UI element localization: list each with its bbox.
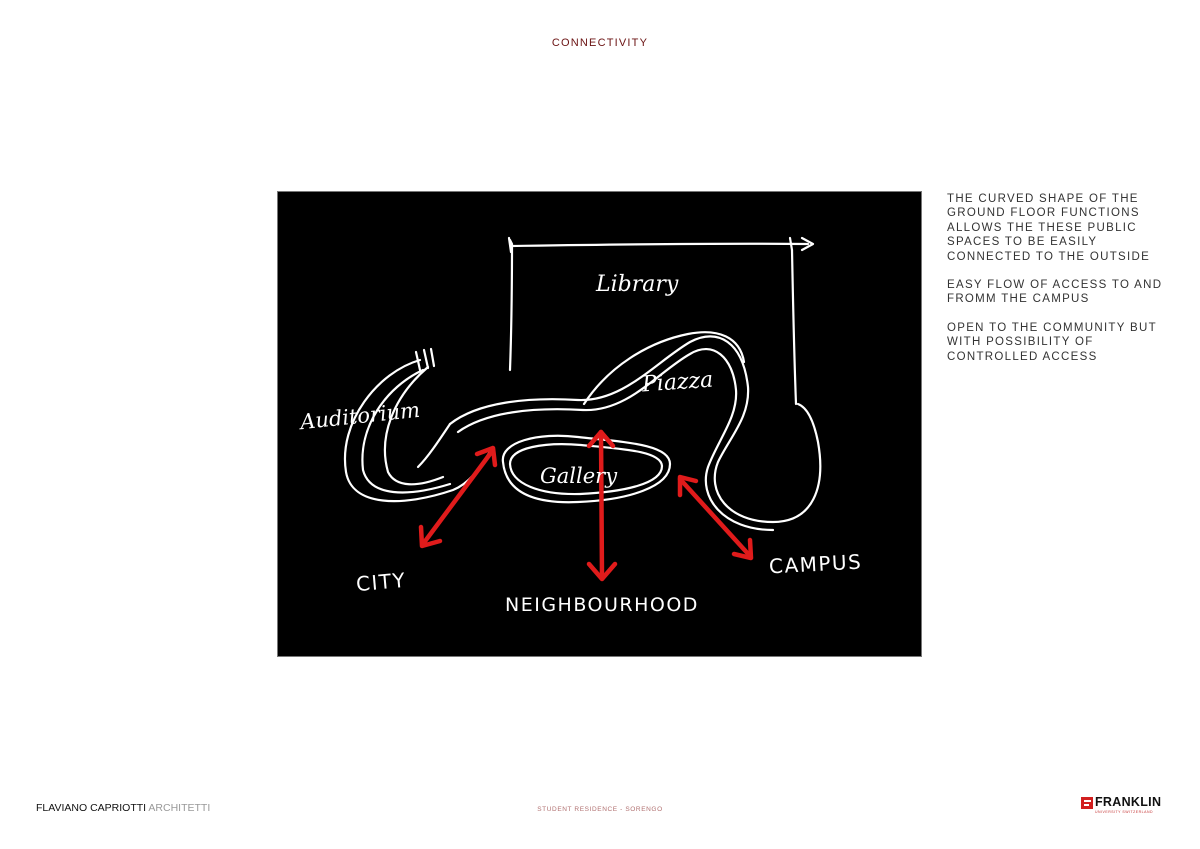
piazza-outline-inner	[458, 349, 773, 530]
franklin-logo-icon	[1081, 797, 1093, 809]
arrow-city-line	[423, 450, 493, 544]
note-community: OPEN TO THE COMMUNITY BUT WITH POSSIBILITY OF CONTROLLED ACCESS	[947, 321, 1157, 363]
note-curved-shape: THE CURVED SHAPE OF THE GROUND FLOOR FUNCTIONS ALLOWS THE THESE PUBLIC SPACES TO BE EASILY CONNECTED TO THE OUTSIDE	[947, 193, 1151, 263]
arrow-neighbourhood-line	[601, 432, 602, 578]
franklin-logo-text: FRANKLIN	[1095, 795, 1162, 809]
franklin-logo	[1081, 796, 1181, 816]
franklin-logo-subtext: UNIVERSITY SWITZERLAND	[1095, 810, 1153, 814]
notes-panel	[947, 192, 1183, 378]
city-label: CITY	[355, 567, 408, 597]
neighbourhood-label: NEIGHBOURHOOD	[505, 594, 699, 616]
firm-name: FLAVIANO CAPRIOTTI	[36, 802, 147, 814]
gallery-label: Gallery	[540, 464, 618, 488]
library-tick-2	[790, 238, 792, 250]
note-easy-flow: EASY FLOW OF ACCESS TO AND FROMM THE CAMPUS	[947, 279, 1163, 306]
piazza-connector	[418, 424, 450, 467]
page-title: CONNECTIVITY	[551, 37, 649, 49]
auditorium-loop-inner	[385, 367, 443, 484]
arrow-campus-line	[680, 479, 750, 556]
auditorium-ticks	[416, 349, 434, 370]
footer-project: STUDENT RESIDENCE - SORENGO	[537, 806, 663, 813]
campus-label: CAMPUS	[768, 549, 863, 579]
sketch-panel	[277, 191, 922, 657]
piazza-label: Piazza	[641, 367, 715, 398]
auditorium-label: Auditorium	[299, 397, 422, 435]
library-label: Library	[596, 272, 679, 297]
firm-suffix: ARCHITETTI	[148, 802, 211, 814]
